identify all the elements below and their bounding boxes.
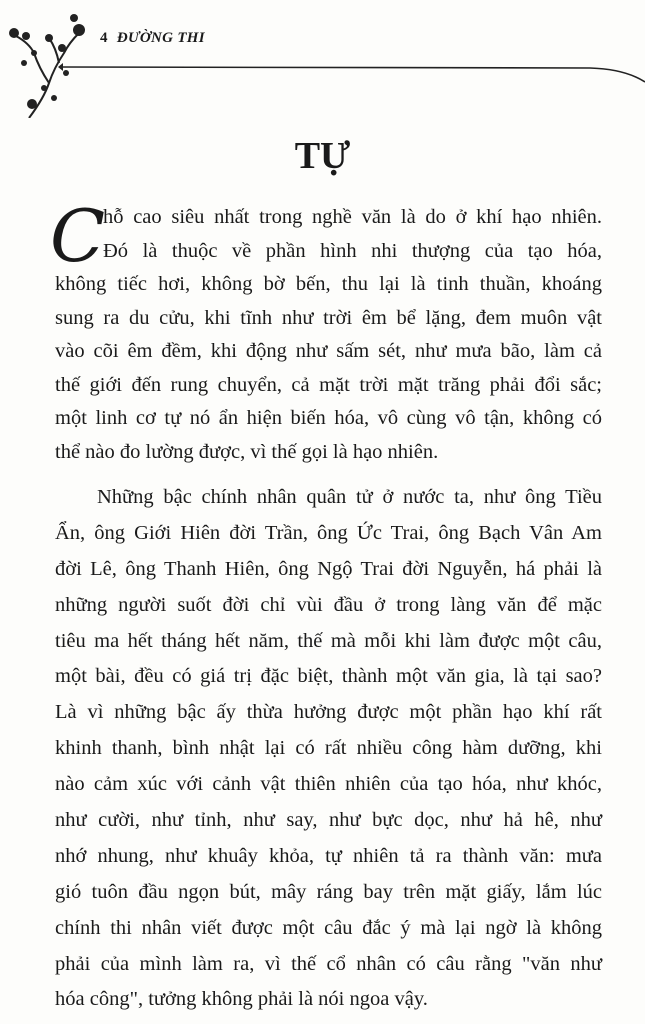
header-rule (0, 0, 645, 120)
text-line: Ẩn, ông Giới Hiên đời Trần, ông Ức Trai, ông Bạch Vân Am (55, 521, 602, 544)
text-line: vào cõi êm đềm, khi động như sấm sét, như mưa bão, làm cả (55, 340, 602, 362)
text-line: nhớ nhung, như khuây khỏa, tự nhiên tả ra thành văn: mưa (55, 844, 602, 867)
text-line: khinh thanh, bình nhật lại có rất nhiều công hàm dưỡng, khi (55, 737, 602, 760)
text-line: thế giới đến rung chuyển, cả mặt trời mặt trăng phải đổi sắc; (55, 373, 602, 396)
text-line: tiêu ma hết tháng hết năm, thế mà mỗi khi làm được một câu, (55, 629, 602, 652)
text-line: một linh cơ tự nó ẩn hiện biến hóa, vô cùng vô tận, không có (55, 407, 602, 429)
text-line: những người suốt đời chỉ vùi đầu ở trong làng văn để mặc (55, 593, 602, 616)
text-line: như cười, như tỉnh, như say, như bực dọc, như hả hê, như (55, 809, 602, 832)
running-header (100, 30, 205, 47)
text-line: đời Lê, ông Thanh Hiên, ông Ngộ Trai đời Nguyễn, há phải là (55, 557, 602, 580)
chapter-title: TỰ (294, 135, 351, 177)
text-line: một bài, đều có giá trị đặc biệt, thành một văn gia, là tại sao? (55, 665, 602, 688)
paragraph-2 (55, 480, 602, 1018)
text-line: sung ra du cửu, khi tĩnh như trời êm bể lặng, đem muôn vật (55, 306, 602, 329)
text-line: không tiếc hơi, không bờ bến, thu lại là tinh thuần, khoáng (55, 273, 602, 295)
text-line: phải của mình làm ra, vì thế cổ nhân có câu rằng "văn như (55, 952, 602, 975)
text-line: nào cảm xúc với cảnh vật thiên nhiên của tạo hóa, như khóc, (55, 773, 602, 796)
text-line: chính thi nhân viết được một câu đắc ý mà lại ngờ là không (55, 916, 602, 939)
text-line: thể nào đo lường được, vì thế gọi là hạo nhiên. (55, 440, 439, 463)
text-line: Đó là thuộc về phần hình nhi thượng của tạo hóa, (103, 239, 602, 262)
text-line: Những bậc chính nhân quân tử ở nước ta, như ông Tiều (97, 486, 602, 508)
text-line: hóa công", tưởng không phải là nói ngoa vậy. (55, 988, 428, 1011)
page-number: 4 (100, 30, 108, 46)
drop-cap: C (50, 194, 106, 278)
text-line: hỗ cao siêu nhất trong nghề văn là do ở khí hạo nhiên. (103, 206, 602, 228)
text-line: Là vì những bậc ấy thừa hưởng được một phần hạo khí rất (55, 701, 602, 724)
text-line: gió tuôn đầu ngọn bút, mây ráng bay trên mặt giấy, lắm lúc (55, 880, 602, 903)
paragraph-1 (55, 201, 602, 469)
running-title: ĐƯỜNG THI (116, 30, 205, 46)
